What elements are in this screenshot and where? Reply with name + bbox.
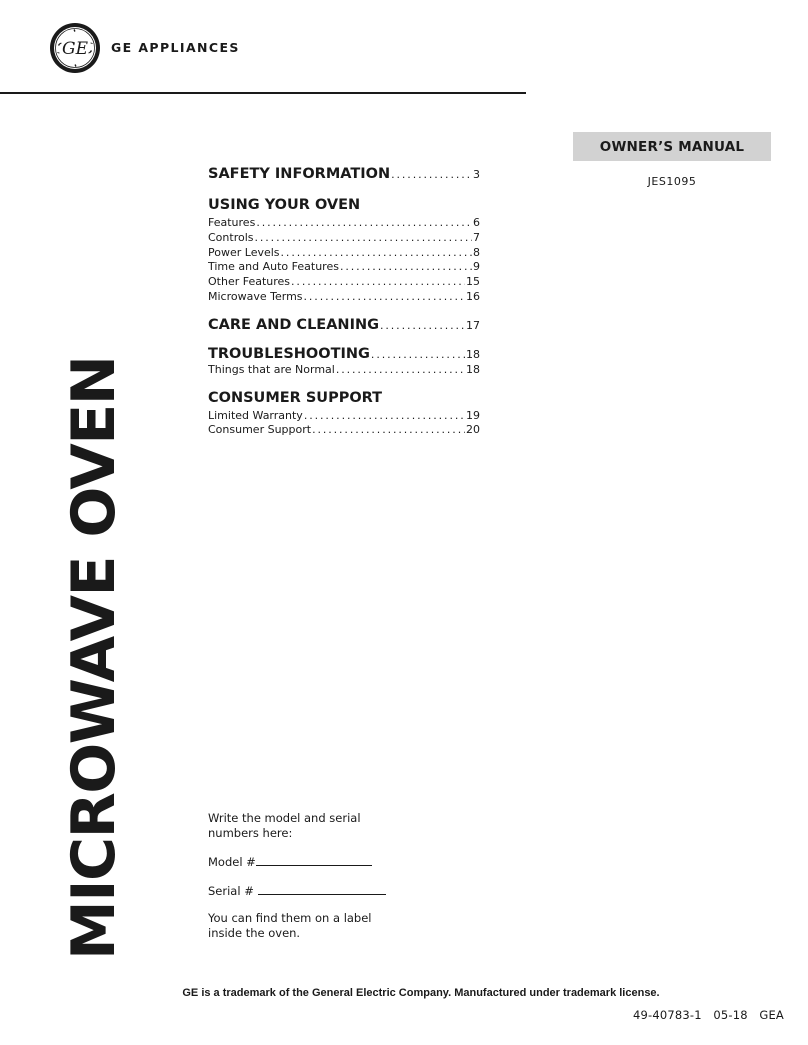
toc-heading: CARE AND CLEANING bbox=[208, 316, 379, 333]
dot-leader bbox=[304, 409, 465, 424]
ge-logo bbox=[49, 22, 101, 74]
toc-page-number: 16 bbox=[466, 289, 480, 303]
toc-item bbox=[208, 260, 480, 275]
toc-item bbox=[208, 246, 480, 261]
toc-heading: CONSUMER SUPPORT bbox=[208, 389, 383, 406]
toc-item bbox=[208, 216, 480, 231]
dot-leader bbox=[256, 216, 472, 231]
toc-section bbox=[208, 166, 480, 183]
toc-item-label: Controls bbox=[208, 230, 254, 244]
dot-leader bbox=[281, 246, 472, 261]
toc-page-number: 17 bbox=[466, 318, 480, 332]
toc-item-label: Features bbox=[208, 216, 256, 229]
toc-page-number: 7 bbox=[473, 230, 480, 244]
toc-item bbox=[208, 409, 480, 424]
header-rule bbox=[0, 92, 526, 94]
toc-item bbox=[208, 290, 480, 305]
dot-leader bbox=[255, 231, 473, 246]
toc-heading: USING YOUR OVEN bbox=[208, 197, 361, 213]
toc-item-label: Power Levels bbox=[208, 245, 280, 259]
logo-lettering: GE bbox=[62, 39, 88, 59]
toc-page-number: 6 bbox=[473, 216, 480, 229]
model-label: Model # bbox=[208, 855, 256, 869]
toc-heading-row bbox=[208, 346, 480, 363]
toc-item-label: Time and Auto Features bbox=[208, 260, 339, 274]
serial-line bbox=[208, 882, 408, 899]
dot-leader bbox=[391, 166, 472, 183]
toc-heading: SAFETY INFORMATION bbox=[208, 166, 391, 182]
toc-page-number: 15 bbox=[466, 275, 480, 289]
toc-section bbox=[208, 346, 480, 378]
toc-page-number: 20 bbox=[466, 423, 480, 437]
toc-page-number: 18 bbox=[466, 347, 480, 361]
toc-item bbox=[208, 423, 480, 438]
toc-heading-row bbox=[208, 166, 480, 183]
dot-leader bbox=[291, 275, 465, 290]
dot-leader bbox=[304, 290, 465, 305]
serial-label: Serial # bbox=[208, 884, 254, 898]
toc-item-label: Consumer Support bbox=[208, 423, 312, 437]
dot-leader bbox=[312, 423, 465, 438]
model-write-line[interactable] bbox=[256, 853, 372, 866]
table-of-contents bbox=[208, 166, 480, 450]
toc-item-label: Limited Warranty bbox=[208, 408, 303, 422]
toc-page-number: 19 bbox=[466, 408, 480, 422]
toc-heading-row bbox=[208, 317, 480, 334]
toc-page-number: 9 bbox=[473, 260, 480, 274]
toc-item bbox=[208, 231, 480, 246]
document-number: 49-40783-1 05-18 GEA bbox=[632, 1008, 784, 1022]
model-line bbox=[208, 853, 408, 870]
toc-section bbox=[208, 317, 480, 334]
model-serial-record bbox=[208, 811, 408, 941]
toc-item bbox=[208, 275, 480, 290]
brand-name: GE APPLIANCES bbox=[111, 40, 240, 55]
model-number: JES1095 bbox=[647, 175, 697, 188]
record-note: You can find them on a label inside the oven. bbox=[208, 911, 372, 940]
dot-leader bbox=[340, 260, 472, 275]
serial-write-line[interactable] bbox=[258, 882, 386, 895]
cover-title: MICROWAVE OVEN bbox=[59, 356, 129, 960]
dot-leader bbox=[380, 317, 465, 334]
toc-page-number: 3 bbox=[473, 168, 480, 181]
toc-section bbox=[208, 390, 480, 439]
dot-leader bbox=[336, 363, 465, 378]
record-intro: Write the model and serial numbers here: bbox=[208, 811, 361, 840]
toc-item-label: Things that are Normal bbox=[208, 362, 335, 376]
toc-section bbox=[208, 197, 480, 305]
dot-leader bbox=[371, 346, 465, 363]
toc-item-label: Microwave Terms bbox=[208, 289, 303, 303]
trademark-notice: GE is a trademark of the General Electric Company. Manufactured under trademark license. bbox=[182, 987, 660, 999]
toc-page-number: 18 bbox=[466, 362, 480, 376]
owners-manual-label: OWNER’S MANUAL bbox=[573, 132, 771, 161]
toc-item bbox=[208, 363, 480, 378]
toc-item-label: Other Features bbox=[208, 275, 291, 289]
toc-page-number: 8 bbox=[473, 245, 480, 259]
toc-heading: TROUBLESHOOTING bbox=[208, 345, 370, 362]
